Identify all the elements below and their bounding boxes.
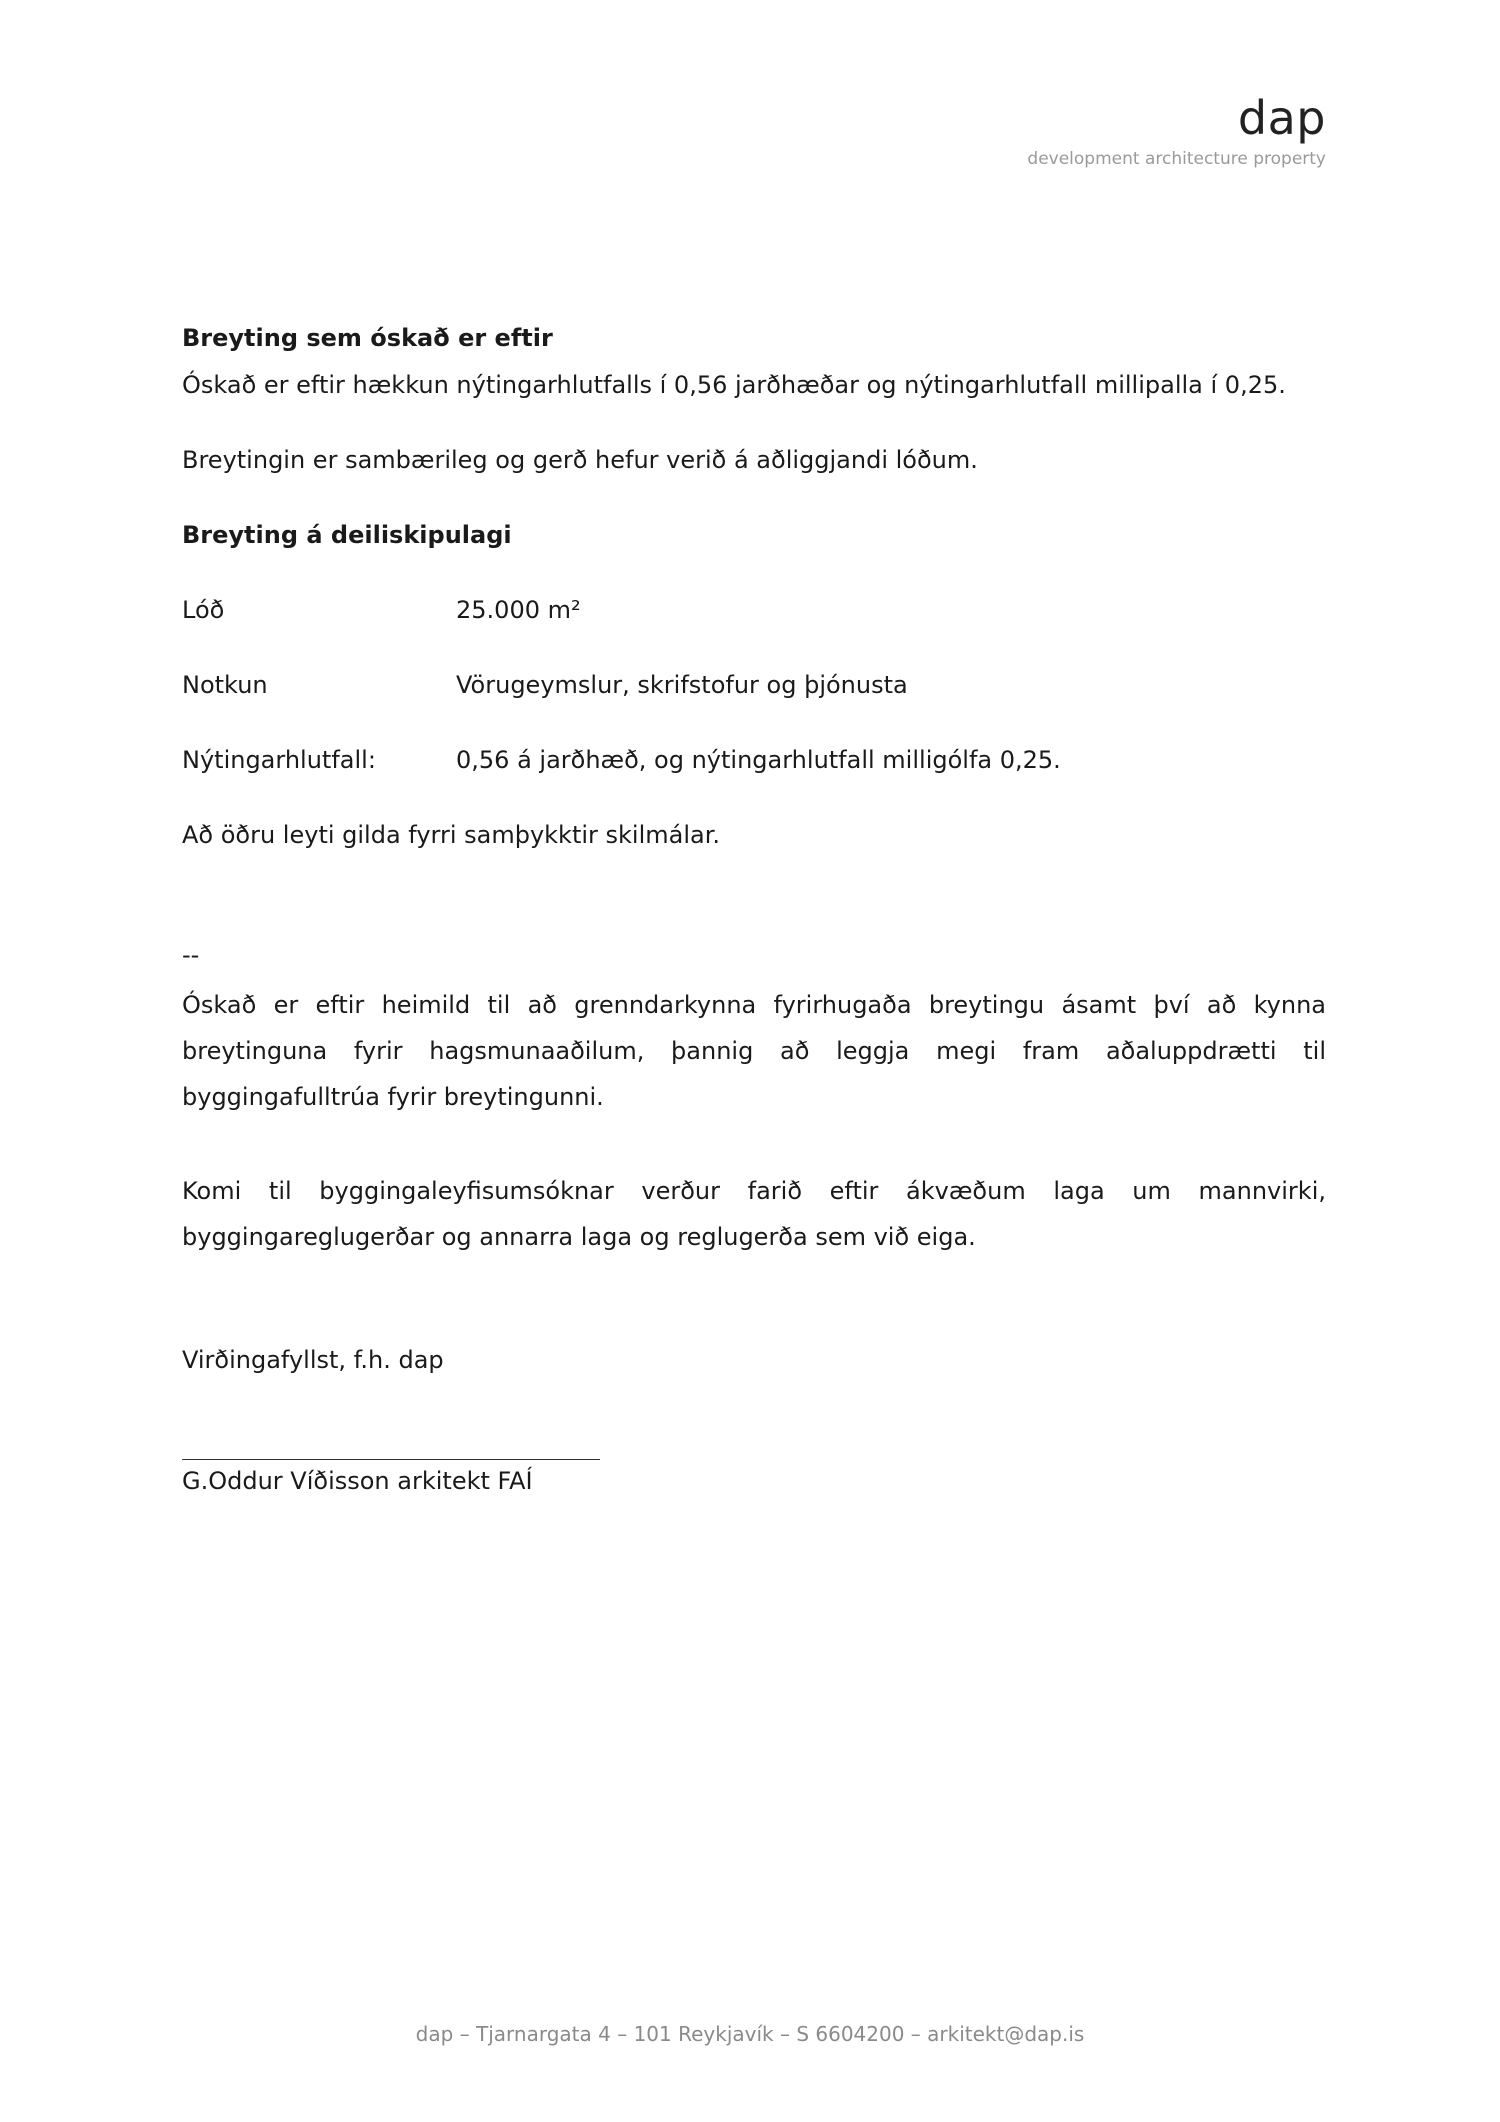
- plan-row-value: 0,56 á jarðhæð, og nýtingarhlutfall milligólfa 0,25.: [456, 746, 1061, 774]
- plan-row-utilization: [182, 745, 1326, 775]
- plan-row-value: 25.000 m²: [456, 596, 581, 624]
- plan-row-value: Vörugeymslur, skrifstofur og þjónusta: [456, 671, 908, 699]
- separator: --: [182, 941, 200, 969]
- section-heading-plan-change: Breyting á deiliskipulagi: [182, 521, 512, 549]
- plan-row-label: Lóð: [182, 596, 225, 624]
- request-paragraph: Óskað er eftir heimild til að grenndarkynna fyrirhugaða breytingu ásamt því að kynna breytinguna fyrir hagsmunaaðilum, þannig að leggja megi fram aðaluppdrætti til byggingafulltrúa fyrir breytingunni.: [182, 991, 1326, 1111]
- footer-contact: dap – Tjarnargata 4 – 101 Reykjavík – S 6604200 – arkitekt@dap.is: [415, 2022, 1085, 2046]
- brand-name: dap: [1237, 91, 1326, 145]
- comparable-change-text: Breytingin er sambærileg og gerð hefur verið á aðliggjandi lóðum.: [182, 446, 978, 474]
- plan-row-label: Notkun: [182, 671, 268, 699]
- plan-row-lot: [182, 595, 1326, 625]
- brand-tagline: development architecture property: [1027, 149, 1326, 169]
- letterhead-brand: [1027, 90, 1326, 170]
- signoff-greeting: Virðingafyllst, f.h. dap: [182, 1346, 444, 1374]
- requested-change-text: Óskað er eftir hækkun nýtingarhlutfalls í 0,56 jarðhæðar og nýtingarhlutfall millipalla í 0,25.: [182, 371, 1286, 399]
- permit-paragraph: Komi til byggingaleyfisumsóknar verður farið eftir ákvæðum laga um mannvirki, byggingareglugerðar og annarra laga og reglugerða sem við eiga.: [182, 1177, 1326, 1251]
- signatory-name: G.Oddur Víðisson arkitekt FAÍ: [182, 1467, 533, 1495]
- prior-terms-text: Að öðru leyti gilda fyrri samþykktir skilmálar.: [182, 821, 721, 849]
- plan-row-label: Nýtingarhlutfall:: [182, 746, 376, 774]
- section-heading-requested-change: Breyting sem óskað er eftir: [182, 324, 553, 352]
- plan-row-usage: [182, 670, 1326, 700]
- signature-line: [182, 1459, 600, 1460]
